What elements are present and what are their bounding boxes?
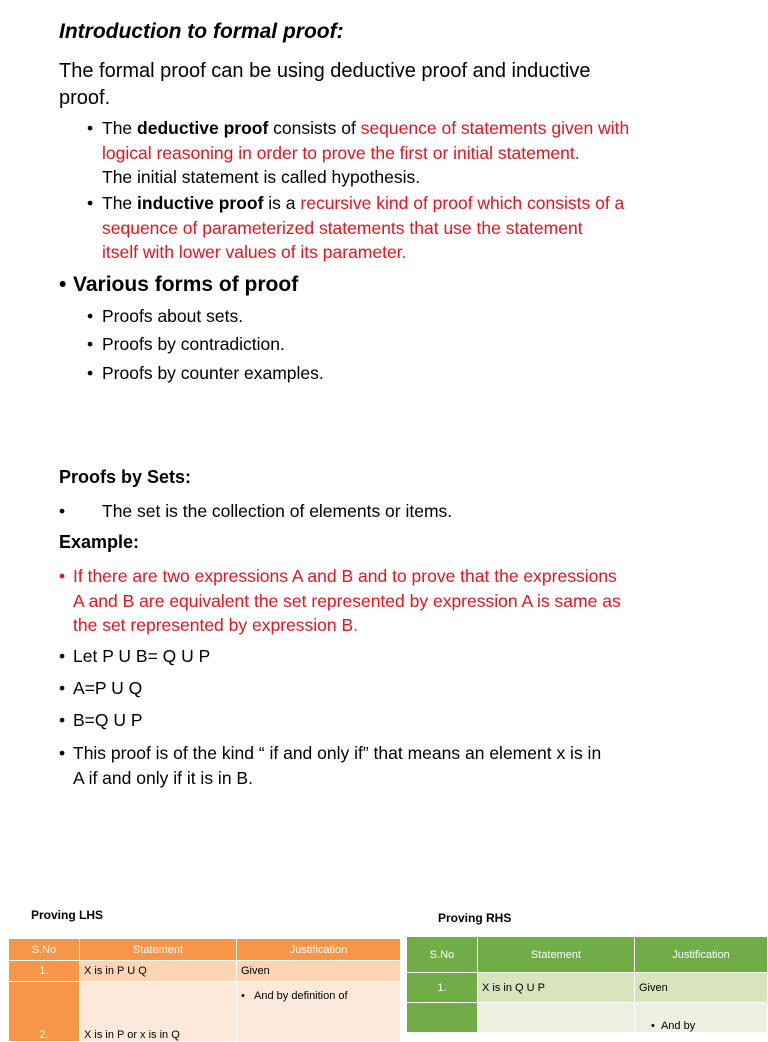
text: is a xyxy=(263,193,301,213)
table-row xyxy=(407,973,768,1003)
lhs-table xyxy=(8,938,401,1042)
intro-line-2: proof. xyxy=(59,87,111,109)
cell-sno: 1. xyxy=(407,973,478,1003)
column-header: Justification xyxy=(635,937,768,973)
slide-title: Introduction to formal proof: xyxy=(59,20,344,43)
justification-text: And by definition of xyxy=(254,990,348,1002)
example-paragraph xyxy=(73,564,753,638)
table-header-row xyxy=(9,939,401,961)
bullet-dot: • xyxy=(87,118,94,138)
column-header: S.No xyxy=(9,939,80,961)
bullet-dot: • xyxy=(59,501,66,521)
cell-sno: 1. xyxy=(9,961,80,982)
forms-heading: Various forms of proof xyxy=(73,273,299,296)
rhs-table xyxy=(406,936,768,1033)
form-item: Proofs by contradiction. xyxy=(102,334,285,354)
justification-text: And by xyxy=(660,1020,696,1032)
red-text: sequence of parameterized statements that use the statement xyxy=(102,217,583,238)
bullet-dot: • xyxy=(87,363,94,383)
deductive-term: deductive proof xyxy=(137,118,269,138)
red-text: logical reasoning in order to prove the first or initial statement. xyxy=(102,142,580,163)
table-row xyxy=(407,1003,768,1033)
form-item: Proofs about sets. xyxy=(102,306,244,326)
bullet-dot: • xyxy=(59,743,66,763)
set-definition: The set is the collection of elements or items. xyxy=(102,501,453,521)
cell-sno xyxy=(407,1003,478,1033)
cell-statement: X is in P U Q xyxy=(80,961,237,982)
bullet-dot: • xyxy=(87,334,94,354)
red-text: A and B are equivalent the set represented by expression A is same as xyxy=(73,590,621,611)
text: This proof is of the kind “ if and only if” that means an element x is in xyxy=(73,743,602,763)
cell-statement xyxy=(478,1003,635,1033)
text: The xyxy=(102,193,138,213)
equation: B=Q U P xyxy=(73,710,143,730)
inductive-term: inductive proof xyxy=(137,193,264,213)
red-text: recursive kind of proof which consists of a xyxy=(300,193,625,213)
bullet-dot: • xyxy=(59,566,66,586)
table-row xyxy=(9,961,401,982)
cell-justification: Given xyxy=(237,961,401,982)
sets-heading: Proofs by Sets: xyxy=(59,467,192,487)
deductive-paragraph xyxy=(102,116,742,190)
column-header: S.No xyxy=(407,937,478,973)
inductive-paragraph xyxy=(102,191,742,265)
table-row xyxy=(9,982,401,1042)
red-text: If there are two expressions A and B and to prove that the expressions xyxy=(73,566,617,586)
lhs-label: Proving LHS xyxy=(31,908,104,922)
text: A if and only if it is in B. xyxy=(73,767,253,788)
text: The initial statement is called hypothesis. xyxy=(102,167,421,187)
red-text: the set represented by expression B. xyxy=(73,615,359,635)
red-text: itself with lower values of its parameter. xyxy=(102,242,407,262)
bullet-dot: • xyxy=(87,193,94,213)
cell-justification: Given xyxy=(635,973,768,1003)
bullet-dot: • xyxy=(59,273,67,296)
column-header: Statement xyxy=(478,937,635,973)
cell-sno: 2. xyxy=(9,982,80,1042)
bullet-dot: • xyxy=(241,990,255,1002)
bullet-dot: • xyxy=(59,710,66,730)
rhs-label: Proving RHS xyxy=(438,911,512,925)
intro-line-1: The formal proof can be using deductive proof and inductive xyxy=(59,60,591,82)
table-header-row xyxy=(407,937,768,973)
cell-statement: X is in Q U P xyxy=(478,973,635,1003)
equation: A=P U Q xyxy=(73,678,143,698)
text: consists of xyxy=(268,118,361,138)
bullet-dot: • xyxy=(651,1020,661,1032)
bullet-dot: • xyxy=(59,678,66,698)
column-header: Justification xyxy=(237,939,401,961)
bullet-dot: • xyxy=(59,646,66,666)
cell-justification xyxy=(237,982,401,1042)
form-item: Proofs by counter examples. xyxy=(102,363,324,383)
bullet-dot: • xyxy=(87,306,94,326)
cell-statement: X is in P or x is in Q xyxy=(80,982,237,1042)
equation: Let P U B= Q U P xyxy=(73,646,211,666)
column-header: Statement xyxy=(80,939,237,961)
cell-justification xyxy=(635,1003,768,1033)
red-text: sequence of statements given with xyxy=(360,118,630,138)
iff-paragraph xyxy=(73,741,763,790)
example-label: Example: xyxy=(59,532,140,552)
text: The xyxy=(102,118,138,138)
